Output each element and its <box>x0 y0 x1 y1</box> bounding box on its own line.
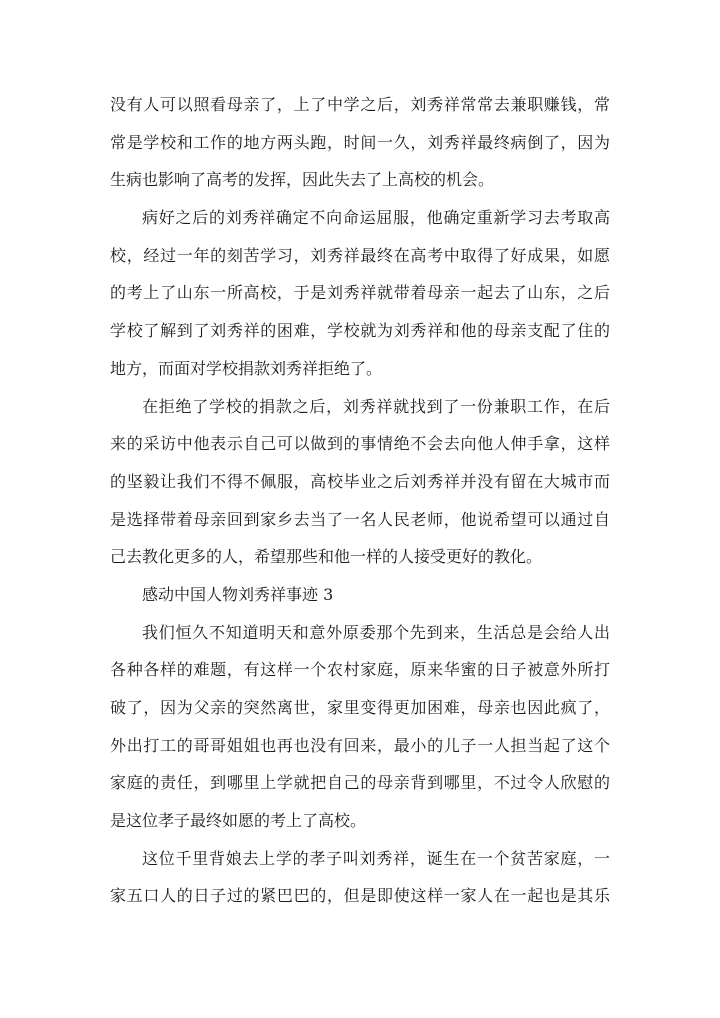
text-line: 的坚毅让我们不得不佩服，高校毕业之后刘秀祥并没有留在大城市而 <box>110 471 610 491</box>
text-line: 没有人可以照看母亲了，上了中学之后，刘秀祥常常去兼职赚钱，常 <box>110 95 610 114</box>
text-line: 校，经过一年的刻苦学习，刘秀祥最终在高考中取得了好成果，如愿 <box>110 245 610 265</box>
text-line: 地方，而面对学校捐款刘秀祥拒绝了。 <box>110 358 383 378</box>
text-line: 我们恒久不知道明天和意外原委那个先到来，生活总是会给人出 <box>142 622 610 642</box>
text-line: 己去教化更多的人，希望那些和他一样的人接受更好的教化。 <box>110 547 543 567</box>
text-line: 学校了解到了刘秀祥的困难，学校就为刘秀祥和他的母亲支配了住的 <box>110 321 610 341</box>
text-line: 病好之后的刘秀祥确定不向命运屈服，他确定重新学习去考取高 <box>142 208 610 228</box>
text-line: 这位千里背娘去上学的孝子叫刘秀祥，诞生在一个贫苦家庭，一 <box>142 848 610 868</box>
text-line: 各种各样的难题，有这样一个农村家庭，原来华蜜的日子被意外所打 <box>110 660 610 680</box>
text-line: 外出打工的哥哥姐姐也再也没有回来，最小的儿子一人担当起了这个 <box>110 735 610 755</box>
text-line: 在拒绝了学校的捐款之后，刘秀祥就找到了一份兼职工作，在后 <box>142 396 610 416</box>
text-line: 是这位孝子最终如愿的考上了高校。 <box>110 811 367 831</box>
text-line: 家五口人的日子过的紧巴巴的，但是即使这样一家人在一起也是其乐 <box>110 886 610 906</box>
text-line: 是选择带着母亲回到家乡去当了一名人民老师，他说希望可以通过自 <box>110 509 610 529</box>
text-line: 家庭的责任，到哪里上学就把自己的母亲背到哪里，不过令人欣慰的 <box>110 773 610 793</box>
text-line: 常是学校和工作的地方两头跑，时间一久，刘秀祥最终病倒了，因为 <box>110 132 610 152</box>
text-line: 生病也影响了高考的发挥，因此失去了上高校的机会。 <box>110 170 495 190</box>
text-line: 感动中国人物刘秀祥事迹 3 <box>142 584 334 604</box>
body-text <box>110 86 610 915</box>
text-line: 破了，因为父亲的突然离世，家里变得更加困难，母亲也因此疯了， <box>110 698 610 717</box>
text-line: 的考上了山东一所高校，于是刘秀祥就带着母亲一起去了山东，之后 <box>110 283 610 303</box>
text-line: 来的采访中他表示自己可以做到的事情绝不会去向他人伸手拿，这样 <box>110 434 610 454</box>
